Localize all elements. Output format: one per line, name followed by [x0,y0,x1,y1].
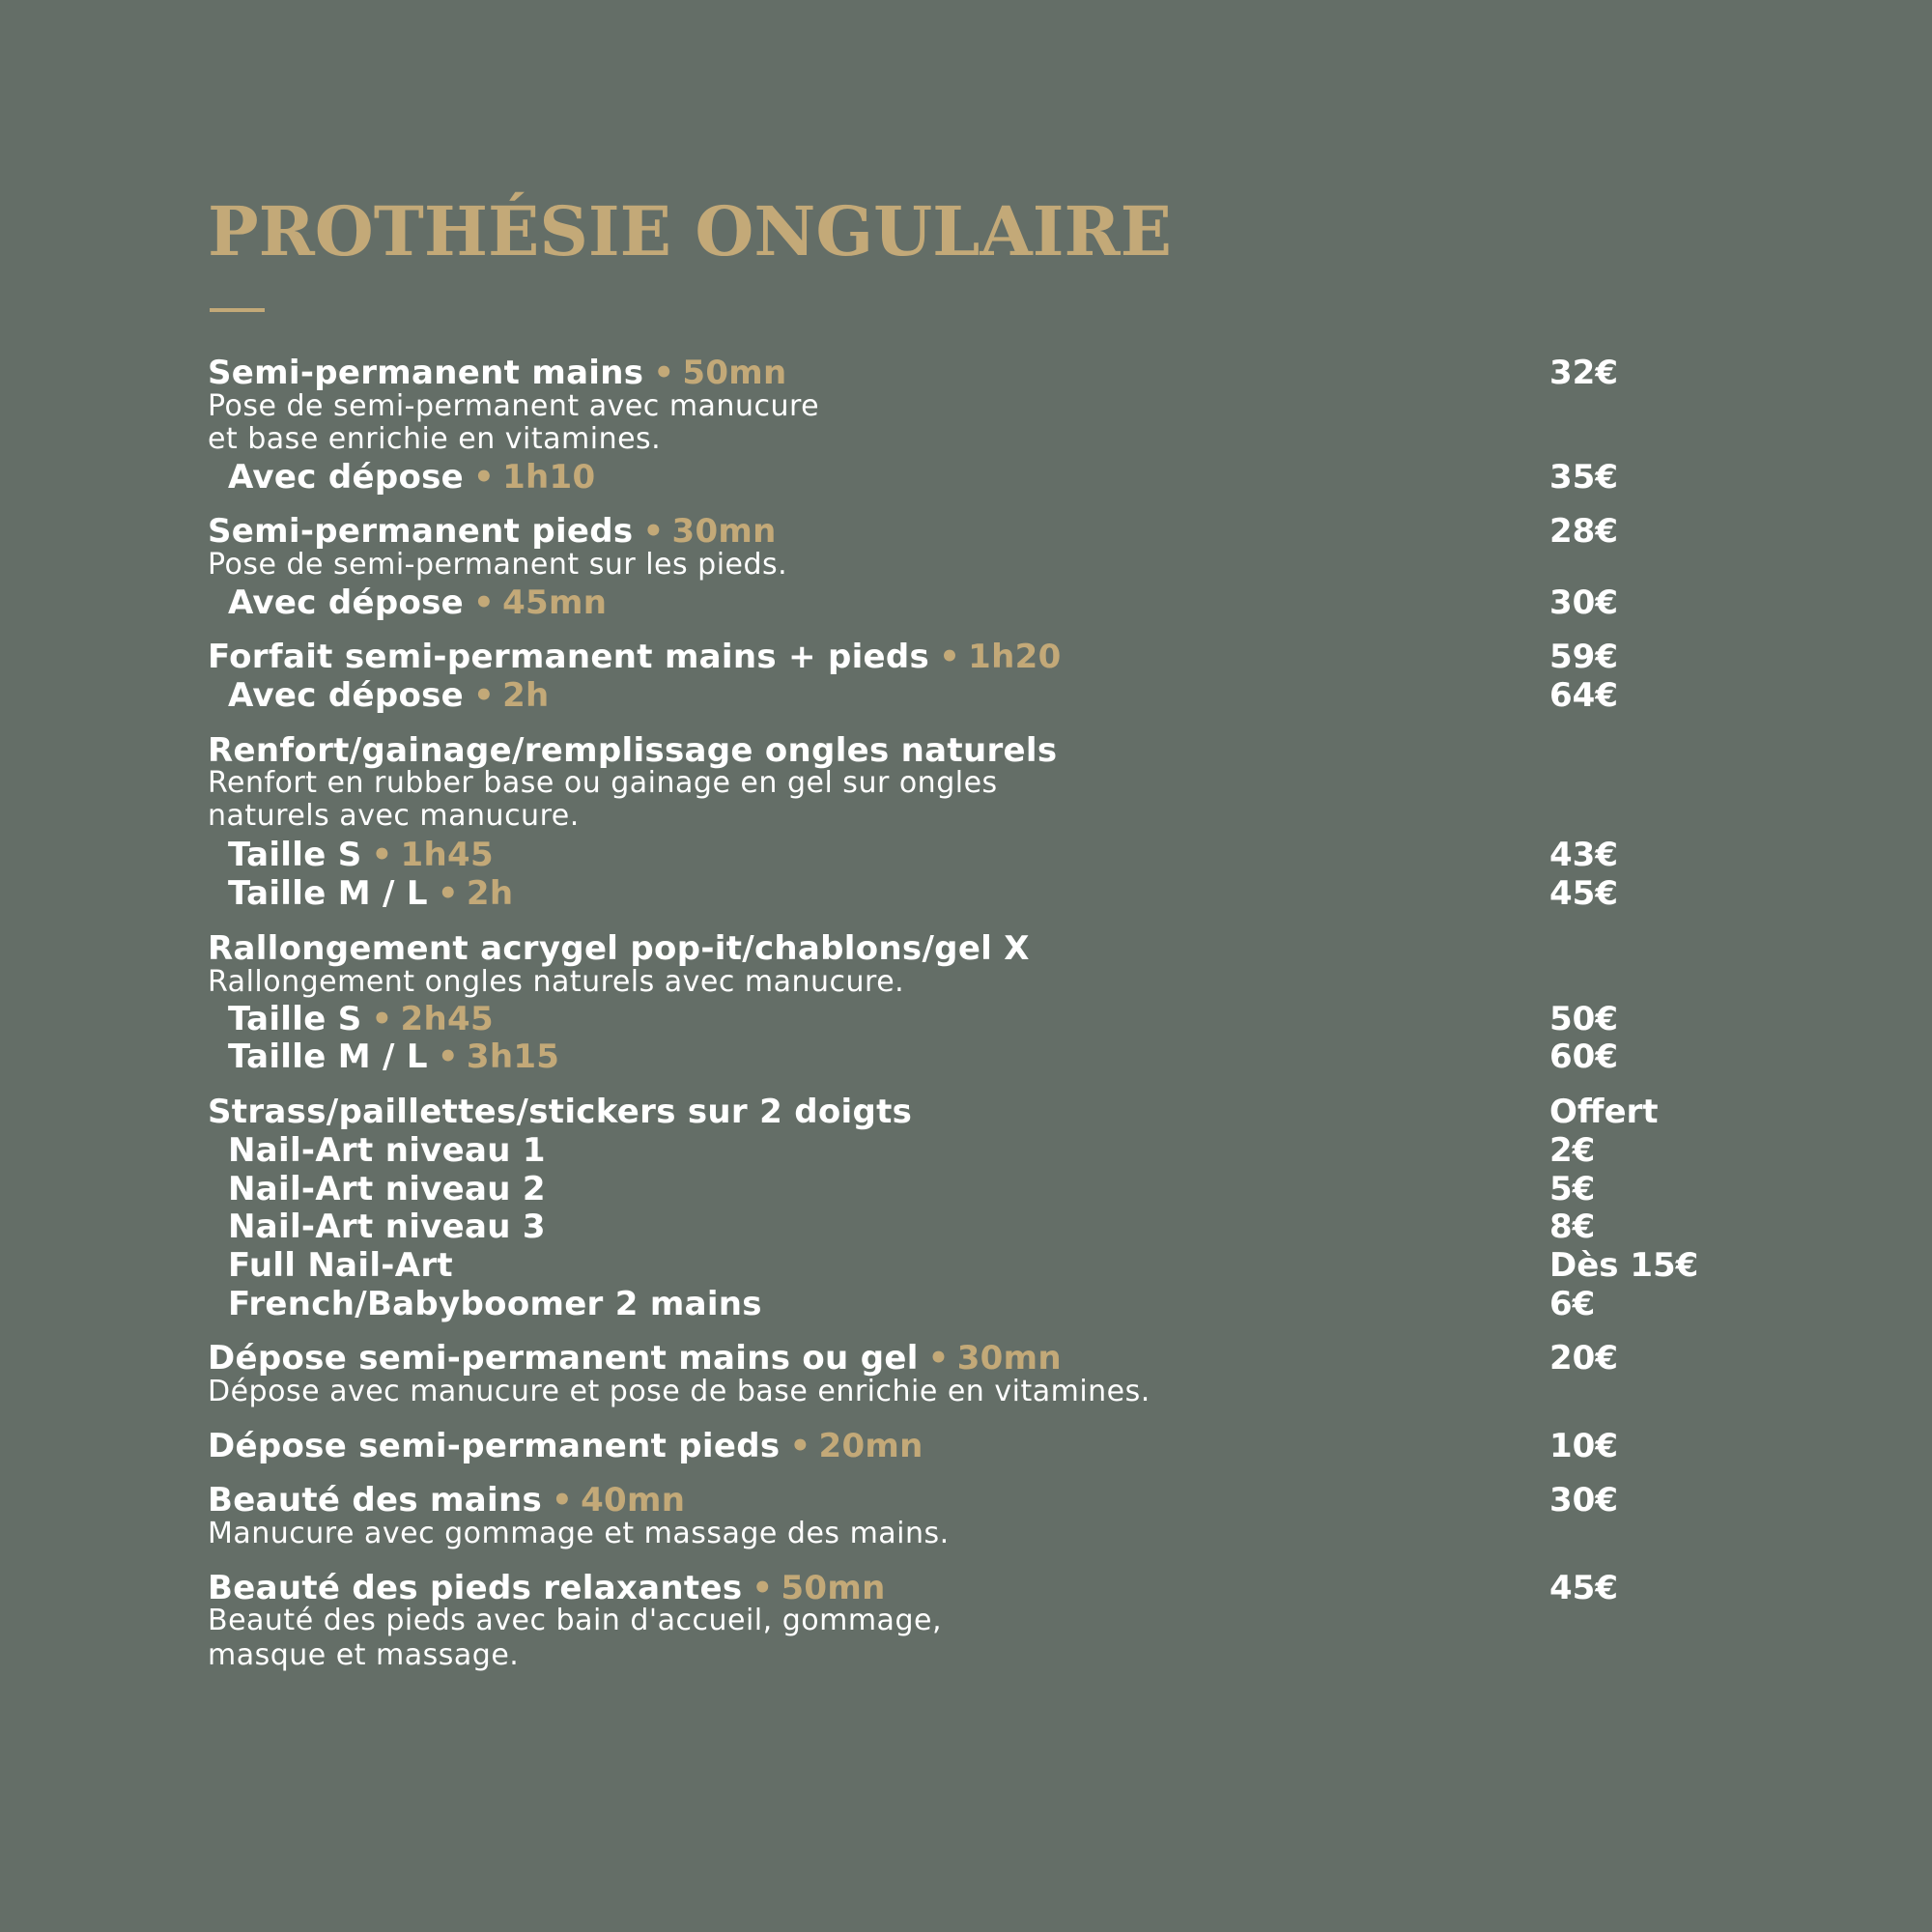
service-duration: 45mn [502,583,608,622]
service-label [228,1246,453,1285]
description-line: Renfort en rubber base ou gainage en gel sur ongles [208,766,998,800]
bullet-separator: • [437,1037,459,1076]
service-name: Renfort/gainage/remplissage ongles naturels [208,731,1058,770]
service-option-row [0,1285,1932,1323]
service-option-row [0,676,1932,715]
service-label [228,1000,494,1038]
service-option-row [0,1131,1932,1170]
description-text [208,389,819,424]
service-label [208,1093,912,1131]
bullet-separator: • [789,1427,811,1465]
service-duration: 30mn [671,512,777,551]
service-option-row [0,1170,1932,1208]
service-price: 10€ [1549,1427,1618,1465]
page-title: PROTHÉSIE ONGULAIRE [208,191,1172,271]
service-row [0,354,1932,392]
service-duration: 30mn [956,1339,1062,1378]
bullet-separator: • [653,354,675,392]
service-name: Forfait semi-permanent mains + pieds [208,638,930,676]
service-description [0,799,1932,834]
title-underline [210,308,265,312]
service-label [208,1569,886,1607]
service-price: 6€ [1549,1285,1596,1323]
service-name: Taille S [228,836,362,874]
service-price: 64€ [1549,676,1618,715]
service-row [0,929,1932,968]
service-price: 2€ [1549,1131,1596,1170]
description-line: et base enrichie en vitamines. [208,422,662,456]
service-description [0,422,1932,457]
description-text [208,548,787,582]
service-price: 30€ [1549,583,1618,622]
description-line: Dépose avec manucure et pose de base enrichie en vitamines. [208,1375,1151,1408]
bullet-separator: • [642,512,665,551]
service-price: Offert [1549,1093,1659,1131]
description-line: Pose de semi-permanent avec manucure [208,389,820,423]
service-label [228,676,550,715]
service-name: Taille M / L [228,874,428,913]
service-option-row [0,836,1932,874]
service-row [0,1339,1932,1378]
service-name: Avec dépose [228,583,465,622]
service-label [208,1339,1062,1378]
service-name: Avec dépose [228,676,465,715]
service-description [0,1604,1932,1638]
service-row [0,1093,1932,1131]
description-line: Rallongement ongles naturels avec manucure. [208,965,905,999]
service-duration: 50mn [682,354,787,392]
service-label [208,354,787,392]
service-duration: 2h45 [400,1000,494,1038]
service-label [228,1285,762,1323]
service-label [228,458,595,497]
bullet-separator: • [473,583,496,622]
service-description [0,389,1932,424]
service-duration: 1h20 [968,638,1062,676]
description-line: Beauté des pieds avec bain d'accueil, gommage, [208,1604,942,1637]
service-label [208,731,1057,770]
service-label [208,1481,685,1520]
service-option-row [0,458,1932,497]
service-price: 28€ [1549,512,1618,551]
service-option-row [0,1246,1932,1285]
service-description [0,1375,1932,1409]
service-price: 35€ [1549,458,1618,497]
service-name: Semi-permanent pieds [208,512,634,551]
description-text [208,1604,942,1638]
bullet-separator: • [927,1339,950,1378]
bullet-separator: • [437,874,459,913]
service-price: 60€ [1549,1037,1618,1076]
service-description [0,548,1932,582]
bullet-separator: • [371,836,393,874]
service-price: 45€ [1549,874,1618,913]
service-option-row [0,1037,1932,1076]
description-text [208,1375,1151,1409]
service-duration: 1h10 [502,458,596,497]
bullet-separator: • [939,638,961,676]
service-name: Beauté des mains [208,1481,543,1520]
description-text [208,1638,519,1673]
service-name: Avec dépose [228,458,465,497]
service-row [0,512,1932,551]
service-price: 20€ [1549,1339,1618,1378]
service-name: Semi-permanent mains [208,354,644,392]
description-text [208,766,998,801]
service-price: 59€ [1549,638,1618,676]
service-option-row [0,1208,1932,1246]
service-name: Taille M / L [228,1037,428,1076]
service-price: 50€ [1549,1000,1618,1038]
service-label [228,836,494,874]
description-line: naturels avec manucure. [208,799,580,833]
service-name: Dépose semi-permanent mains ou gel [208,1339,919,1378]
service-description [0,965,1932,1000]
bullet-separator: • [473,676,496,715]
service-option-row [0,874,1932,913]
service-label [228,583,607,622]
description-line: masque et massage. [208,1638,520,1672]
bullet-separator: • [371,1000,393,1038]
service-row [0,638,1932,676]
service-label [228,874,513,913]
service-option-row [0,583,1932,622]
service-name: Nail-Art niveau 1 [228,1131,546,1170]
service-duration: 3h15 [466,1037,560,1076]
service-duration: 50mn [781,1569,886,1607]
description-text [208,422,661,457]
service-description [0,1638,1932,1673]
description-text [208,965,904,1000]
service-name: Nail-Art niveau 3 [228,1208,546,1246]
service-row [0,1481,1932,1520]
service-row [0,1569,1932,1607]
description-line: Manucure avec gommage et massage des mains. [208,1517,950,1550]
service-label [228,1208,546,1246]
service-duration: 2h [502,676,550,715]
description-line: Pose de semi-permanent sur les pieds. [208,548,788,582]
service-description [0,1517,1932,1551]
service-name: Beauté des pieds relaxantes [208,1569,743,1607]
service-label [208,638,1062,676]
service-label [228,1131,546,1170]
service-name: Strass/paillettes/stickers sur 2 doigts [208,1093,913,1131]
service-price: 43€ [1549,836,1618,874]
bullet-separator: • [752,1569,774,1607]
service-duration: 1h45 [400,836,494,874]
service-name: Dépose semi-permanent pieds [208,1427,781,1465]
service-description [0,766,1932,801]
service-label [208,512,777,551]
service-duration: 2h [466,874,514,913]
service-price: Dès 15€ [1549,1246,1699,1285]
service-name: Nail-Art niveau 2 [228,1170,546,1208]
service-price: 32€ [1549,354,1618,392]
bullet-separator: • [473,458,496,497]
description-text [208,799,580,834]
description-text [208,1517,950,1551]
service-name: Taille S [228,1000,362,1038]
service-label [208,1427,923,1465]
service-duration: 40mn [581,1481,686,1520]
service-price: 5€ [1549,1170,1596,1208]
service-name: Full Nail-Art [228,1246,453,1285]
service-name: French/Babyboomer 2 mains [228,1285,762,1323]
service-price: 45€ [1549,1569,1618,1607]
service-price: 8€ [1549,1208,1596,1246]
service-label [228,1170,546,1208]
bullet-separator: • [552,1481,574,1520]
service-name: Rallongement acrygel pop-it/chablons/gel X [208,929,1030,968]
service-row [0,731,1932,770]
service-duration: 20mn [818,1427,923,1465]
service-label [208,929,1030,968]
service-row [0,1427,1932,1465]
service-label [228,1037,559,1076]
service-price: 30€ [1549,1481,1618,1520]
service-option-row [0,1000,1932,1038]
